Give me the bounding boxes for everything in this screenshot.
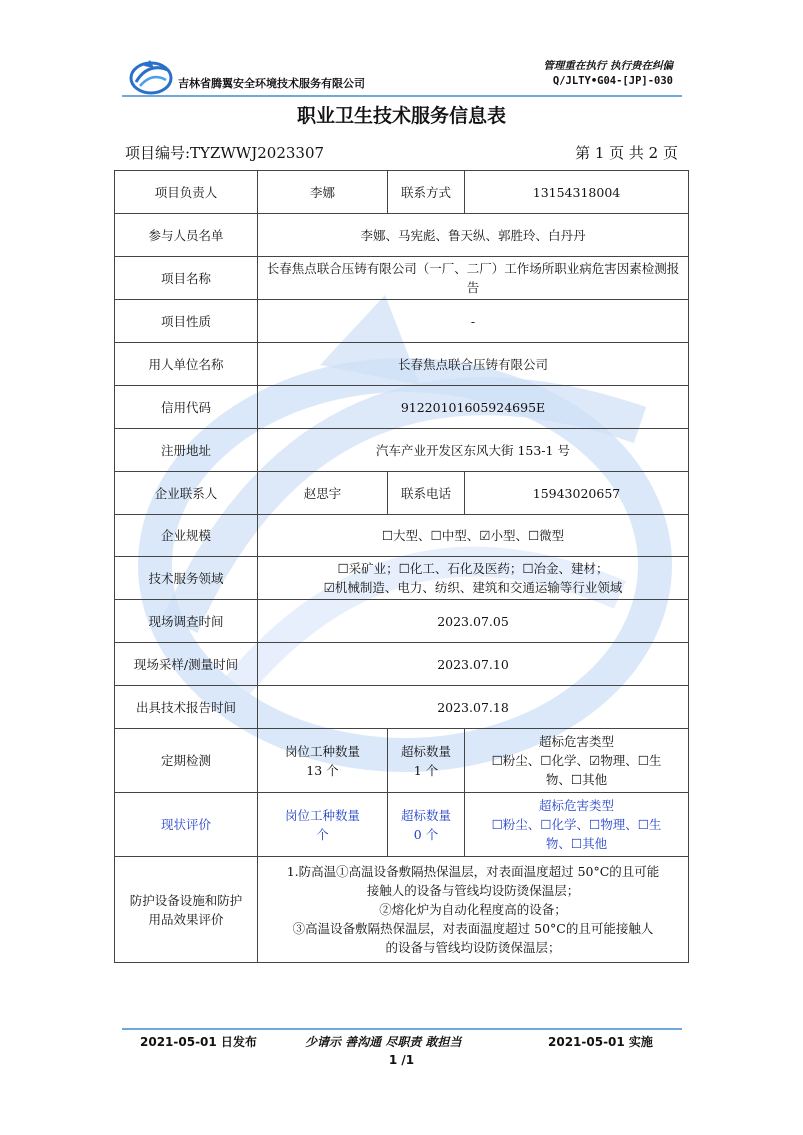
current-eval-label: 现状评价: [115, 793, 258, 857]
current-posts: [258, 793, 388, 857]
enterprise-phone-label: 联系电话: [388, 472, 465, 515]
footer-effective-date: 2021-05-01 实施: [548, 1035, 653, 1049]
table-row: [115, 472, 689, 515]
table-row: [115, 643, 689, 686]
header-slogan: 管理重在执行 执行贵在纠偏: [543, 60, 673, 72]
footer-motto: 少请示 善沟通 尽职责 敢担当: [305, 1035, 462, 1049]
address-value: 汽车产业开发区东风大街 153-1 号: [258, 429, 689, 472]
protection-line: 的设备与管线均设防烫保温层；: [385, 940, 561, 955]
service-field-line: ☑机械制造、电力、纺织、建筑和交通运输等行业领域: [323, 580, 623, 595]
periodic-exceed-title: 超标数量: [400, 743, 451, 759]
periodic-posts-value: 13 个: [306, 762, 339, 778]
protection-value: [258, 857, 689, 963]
project-name-label: 项目名称: [115, 257, 258, 300]
protection-label: [115, 857, 258, 963]
table-row: [115, 557, 689, 600]
project-name-value: 长春焦点联合压铸有限公司（一厂、二厂）工作场所职业病危害因素检测报告: [258, 257, 689, 300]
table-row: [115, 793, 689, 857]
project-nature-label: 项目性质: [115, 300, 258, 343]
protection-line: 1.防高温①高温设备敷隔热保温层，对表面温度超过 50°C的且可能: [286, 864, 660, 879]
enterprise-scale-label: 企业规模: [115, 515, 258, 557]
document-code: Q/JLTY•G04-[JP]-030: [552, 75, 673, 87]
table-row: [115, 515, 689, 557]
enterprise-phone-value: 15943020657: [465, 472, 689, 515]
protection-line: ③高温设备敷隔热保温层，对表面温度超过 50°C的且可能接触人: [292, 921, 654, 936]
protection-line: 接触人的设备与管线均设防烫保温层；: [366, 883, 580, 898]
current-hazard-title: 超标危害类型: [538, 798, 614, 813]
periodic-hazard-title: 超标危害类型: [538, 734, 614, 749]
current-exceed-value: 0 个: [413, 826, 439, 842]
protection-label-line: 用品效果评价: [148, 911, 224, 927]
credit-code-value: 91220101605924695E: [258, 386, 689, 429]
enterprise-contact-value: 赵思宇: [258, 472, 388, 515]
project-nature-value: -: [258, 300, 689, 343]
table-row: [115, 257, 689, 300]
contact-label: 联系方式: [388, 171, 465, 214]
table-row: [115, 386, 689, 429]
company-logo: [128, 56, 174, 96]
table-row: [115, 686, 689, 729]
company-name: 吉林省腾翼安全环境技术服务有限公司: [178, 77, 365, 90]
info-table: [114, 170, 689, 963]
survey-time-label: 现场调查时间: [115, 600, 258, 643]
report-time-label: 出具技术报告时间: [115, 686, 258, 729]
protection-line: ②熔化炉为自动化程度高的设备；: [379, 902, 567, 917]
service-field-line: ☐采矿业；☐化工、石化及医药；☐冶金、建材；: [337, 561, 609, 576]
table-row: [115, 214, 689, 257]
periodic-exceed-value: 1 个: [413, 762, 439, 778]
current-hazard-line: 物、☐其他: [545, 836, 608, 851]
periodic-hazard-line: 物、☐其他: [545, 772, 608, 787]
enterprise-contact-label: 企业联系人: [115, 472, 258, 515]
members-label: 参与人员名单: [115, 214, 258, 257]
current-exceed: [388, 793, 465, 857]
address-label: 注册地址: [115, 429, 258, 472]
table-row: [115, 429, 689, 472]
report-time-value: 2023.07.18: [258, 686, 689, 729]
sampling-time-value: 2023.07.10: [258, 643, 689, 686]
footer-page-number: 1 /1: [388, 1053, 415, 1067]
table-row: [115, 171, 689, 214]
service-field-label: 技术服务领域: [115, 557, 258, 600]
members-value: 李娜、马宪彪、鲁天纵、郭胜玲、白丹丹: [258, 214, 689, 257]
periodic-hazard: [465, 729, 689, 793]
current-exceed-title: 超标数量: [400, 807, 451, 823]
header-divider: [122, 95, 682, 97]
service-field-value: [258, 557, 689, 600]
periodic-posts-title: 岗位工种数量: [284, 743, 360, 759]
periodic-posts: [258, 729, 388, 793]
employer-label: 用人单位名称: [115, 343, 258, 386]
periodic-label: 定期检测: [115, 729, 258, 793]
sampling-time-label: 现场采样/测量时间: [115, 643, 258, 686]
contact-value: 13154318004: [465, 171, 689, 214]
page-info: 第 1 页 共 2 页: [575, 144, 678, 162]
enterprise-scale-value: ☐大型、☐中型、☑小型、☐微型: [258, 515, 689, 557]
manager-label: 项目负责人: [115, 171, 258, 214]
table-row: [115, 343, 689, 386]
manager-value: 李娜: [258, 171, 388, 214]
current-hazard-line: ☐粉尘、☐化学、☐物理、☐生: [491, 817, 662, 832]
credit-code-label: 信用代码: [115, 386, 258, 429]
periodic-hazard-line: ☐粉尘、☐化学、☑物理、☐生: [491, 753, 662, 768]
periodic-exceed: [388, 729, 465, 793]
table-row: [115, 300, 689, 343]
page-title: 职业卫生技术服务信息表: [296, 105, 506, 127]
survey-time-value: 2023.07.05: [258, 600, 689, 643]
project-number: 项目编号:TYZWWJ2023307: [125, 144, 325, 162]
protection-label-line: 防护设备设施和防护: [129, 892, 243, 908]
employer-value: 长春焦点联合压铸有限公司: [258, 343, 689, 386]
current-posts-title: 岗位工种数量: [284, 807, 360, 823]
table-row: [115, 600, 689, 643]
footer-issue-date: 2021-05-01 日发布: [140, 1035, 257, 1049]
current-posts-value: 个: [316, 826, 329, 842]
footer-divider: [122, 1028, 682, 1030]
table-row: [115, 729, 689, 793]
table-row: [115, 857, 689, 963]
current-hazard: [465, 793, 689, 857]
